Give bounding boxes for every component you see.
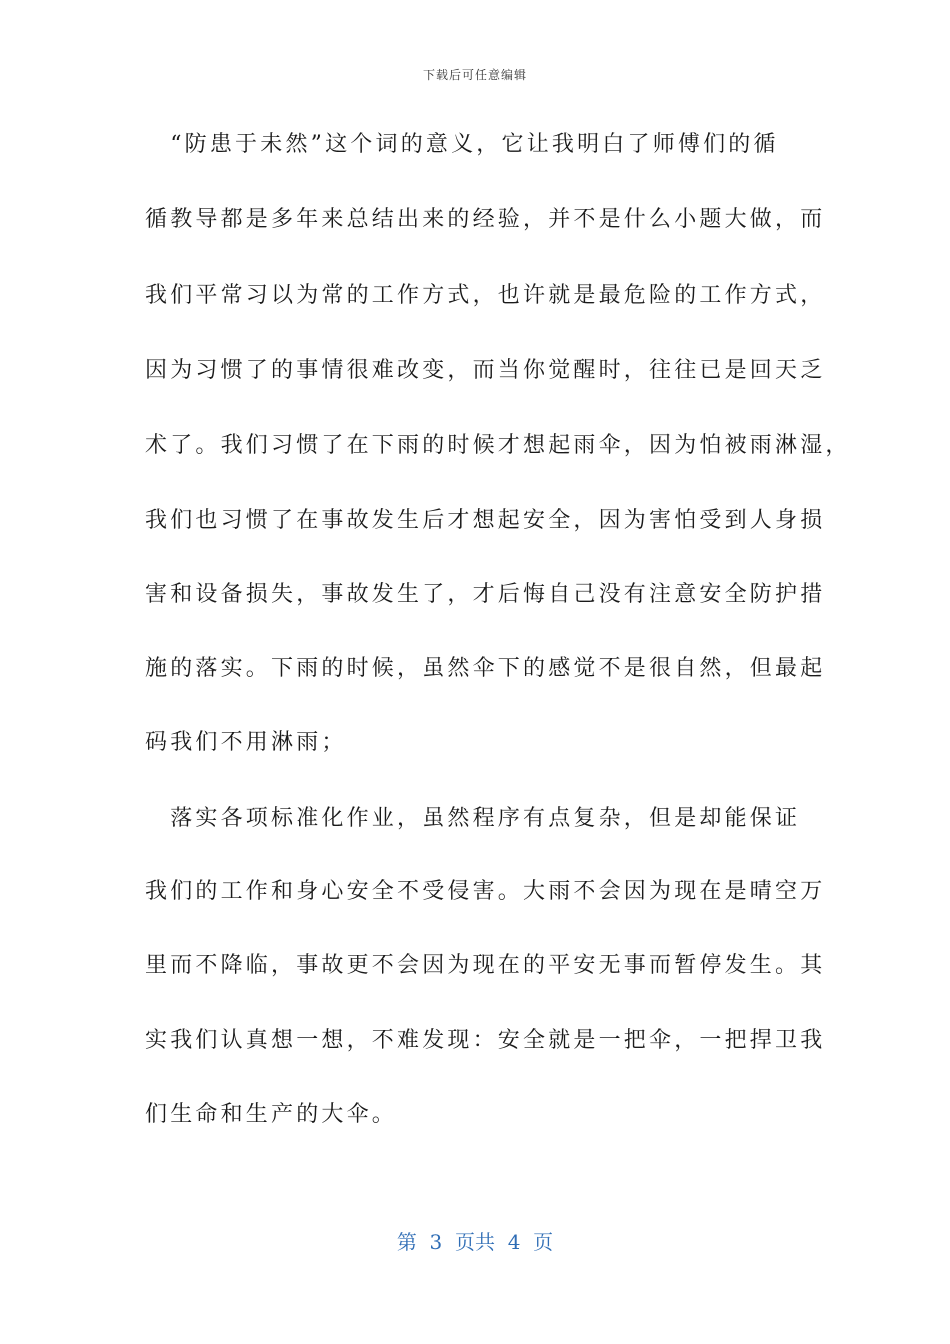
text-line: 循教导都是多年来总结出来的经验，并不是什么小题大做，而 [145, 207, 826, 232]
text-line: 落实各项标准化作业，虽然程序有点复杂，但是却能保证 [145, 806, 801, 831]
text-line: 实我们认真想一想，不难发现：安全就是一把伞，一把捍卫我 [145, 1028, 826, 1053]
text-line: 码我们不用淋雨； [145, 730, 347, 755]
text-line: 我们的工作和身心安全不受侵害。大雨不会因为现在是晴空万 [145, 879, 826, 904]
page-number-footer: 第 3 页共 4 页 [396, 1230, 554, 1254]
text-line: 因为习惯了的事情很难改变，而当你觉醒时，往往已是回天乏 [145, 358, 826, 383]
text-line: 害和设备损失，事故发生了，才后悔自己没有注意安全防护措 [145, 582, 826, 607]
text-line: 我们平常习以为常的工作方式，也许就是最危险的工作方式， [145, 283, 826, 308]
text-line: 我们也习惯了在事故发生后才想起安全，因为害怕受到人身损 [145, 508, 826, 533]
text-line: “防患于未然”这个词的意义，它让我明白了师傅们的循 [145, 132, 779, 157]
text-line: 施的落实。下雨的时候，虽然伞下的感觉不是很自然，但最起 [145, 656, 826, 681]
page-header: 下载后可任意编辑 [422, 68, 527, 82]
text-line: 术了。我们习惯了在下雨的时候才想起雨伞，因为怕被雨淋湿， [145, 433, 851, 458]
text-line: 里而不降临，事故更不会因为现在的平安无事而暂停发生。其 [145, 953, 826, 978]
text-line: 们生命和生产的大伞。 [145, 1102, 398, 1127]
